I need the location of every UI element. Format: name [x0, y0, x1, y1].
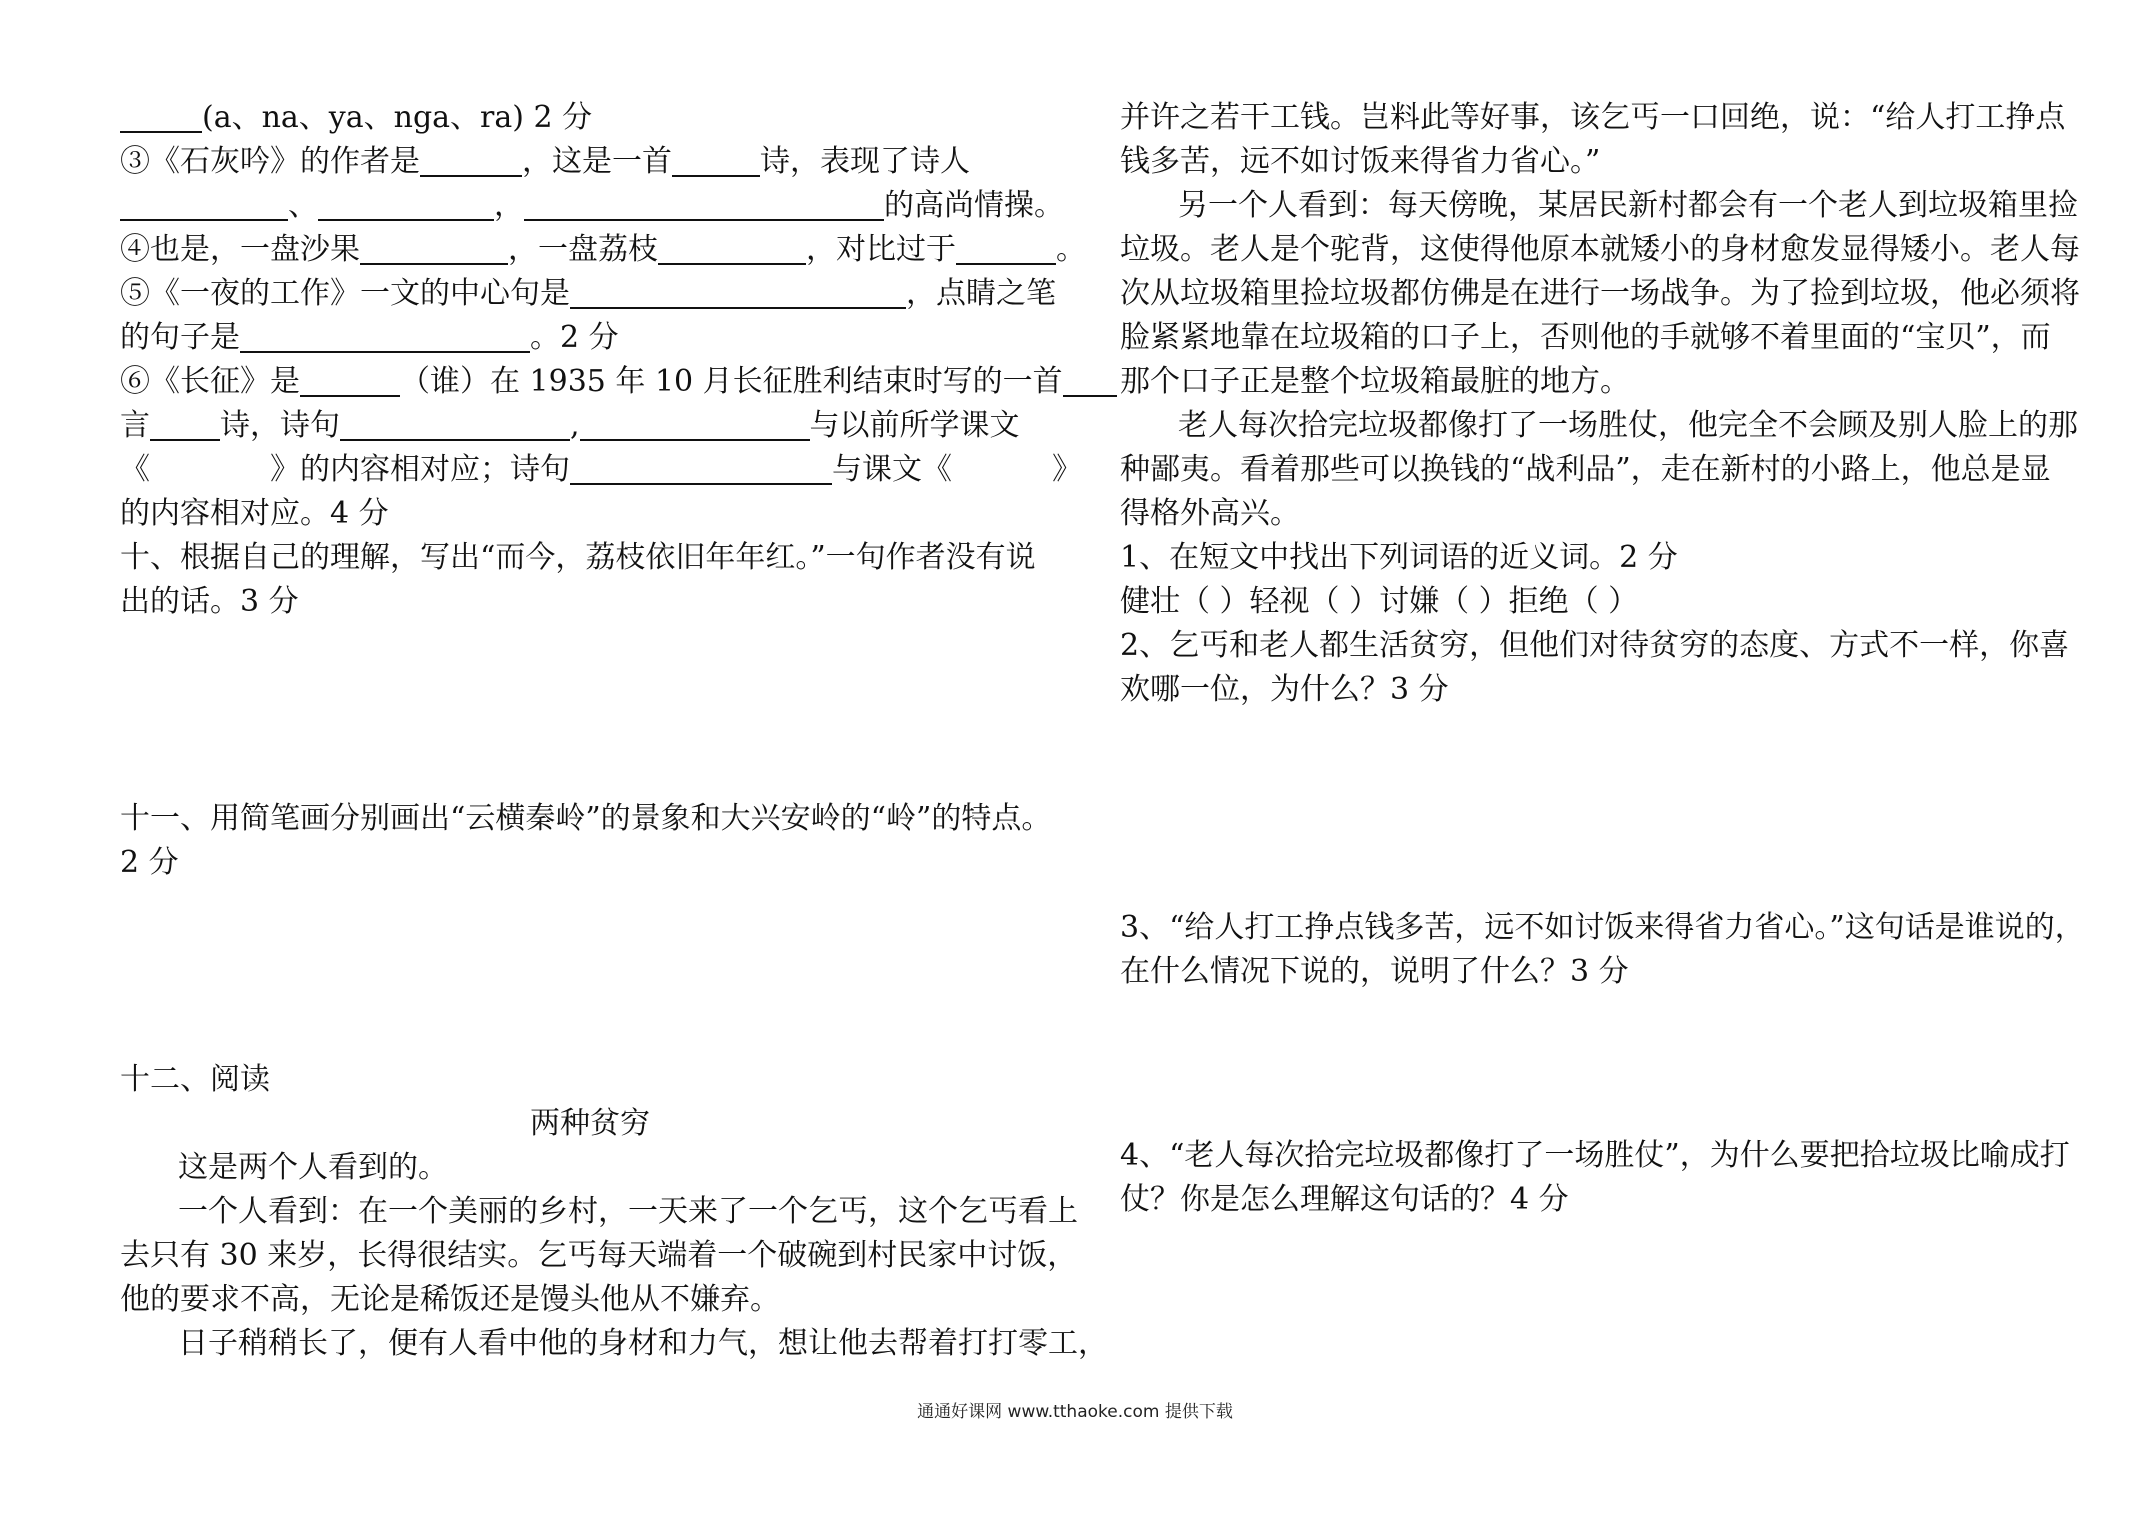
- text: 与课文《: [832, 452, 952, 487]
- answer-blank[interactable]: [524, 187, 884, 221]
- reading-question-1: 1、在短文中找出下列词语的近义词。2 分: [1120, 540, 1678, 575]
- answer-blank[interactable]: [120, 99, 202, 133]
- text: 的句子是: [120, 320, 240, 355]
- passage-line: 脸紧紧地靠在垃圾箱的口子上，否则他的手就够不着里面的“宝贝”，而: [1120, 320, 2051, 355]
- text: (a、na、ya、nga、ra) 2 分: [202, 100, 593, 135]
- pinyin-options-line: [120, 96, 1060, 140]
- passage-title: 两种贫穷: [530, 1106, 650, 1141]
- question-3-line-2: [120, 184, 1064, 228]
- answer-blank[interactable]: [240, 319, 530, 353]
- question-12-heading: 十二、阅读: [120, 1062, 270, 1097]
- passage-line: 次从垃圾箱里捡垃圾都仿佛是在进行一场战争。为了捡到垃圾，他必须将: [1120, 276, 2080, 311]
- passage-line: 日子稍稍长了，便有人看中他的身材和力气，想让他去帮着打打零工，: [178, 1326, 1108, 1361]
- text: 》的内容相对应；诗句: [270, 452, 570, 487]
- text: ⑤《一夜的工作》一文的中心句是: [120, 276, 570, 311]
- answer-blank[interactable]: [672, 143, 760, 177]
- text: ，: [494, 188, 524, 223]
- text: 诗，诗句: [220, 408, 340, 443]
- text: ，对比过于: [806, 232, 956, 267]
- passage-line: 另一个人看到：每天傍晚，某居民新村都会有一个老人到垃圾箱里捡: [1178, 188, 2078, 223]
- answer-blank[interactable]: [300, 363, 400, 397]
- question-10-line-2: 出的话。3 分: [120, 584, 299, 619]
- passage-line: 钱多苦，远不如讨饭来得省力省心。”: [1120, 144, 1601, 179]
- text: 》: [1052, 452, 1082, 487]
- text: ，点睛之笔: [906, 276, 1056, 311]
- answer-blank[interactable]: [570, 451, 832, 485]
- passage-line: 种鄙夷。看着那些可以换钱的“战利品”，走在新村的小路上，他总是显: [1120, 452, 2051, 487]
- text: ,: [570, 408, 580, 443]
- passage-line: 垃圾。老人是个驼背，这使得他原本就矮小的身材愈发显得矮小。老人每: [1120, 232, 2080, 267]
- text: 。: [1056, 232, 1086, 267]
- text: 。2 分: [530, 320, 619, 355]
- passage-line: 得格外高兴。: [1120, 496, 1300, 531]
- question-4-line: [120, 228, 1086, 272]
- text: ④也是，一盘沙果: [120, 232, 360, 267]
- passage-line: 他的要求不高，无论是稀饭还是馒头他从不嫌弃。: [120, 1282, 780, 1317]
- answer-blank[interactable]: [658, 231, 806, 265]
- question-11-line-2: 2 分: [120, 845, 179, 880]
- reading-question-2-line-2: 欢哪一位，为什么？3 分: [1120, 672, 1449, 707]
- text: 《: [120, 452, 150, 487]
- text: （谁）在 1935 年 10 月长征胜利结束时写的一首: [400, 364, 1063, 399]
- text: ⑥《长征》是: [120, 364, 300, 399]
- passage-line: 老人每次拾完垃圾都像打了一场胜仗，他完全不会顾及别人脸上的那: [1178, 408, 2078, 443]
- question-6-line-2: [120, 404, 1060, 448]
- answer-blank[interactable]: [580, 407, 810, 441]
- question-5-line-2: [120, 316, 1060, 360]
- reading-question-2-line-1: 2、乞丐和老人都生活贫穷，但他们对待贫穷的态度、方式不一样，你喜: [1120, 628, 2070, 663]
- question-6-line-1: [120, 360, 1063, 404]
- answer-blank[interactable]: [150, 407, 220, 441]
- answer-blank[interactable]: [570, 275, 906, 309]
- text: ，这是一首: [522, 144, 672, 179]
- reading-question-3-line-2: 在什么情况下说的，说明了什么？3 分: [1120, 954, 1629, 989]
- answer-blank[interactable]: [318, 187, 494, 221]
- text: 言: [120, 408, 150, 443]
- text: 诗，表现了诗人: [760, 144, 970, 179]
- answer-blank[interactable]: [340, 407, 570, 441]
- passage-line: 去只有 30 来岁，长得很结实。乞丐每天端着一个破碗到村民家中讨饭，: [120, 1238, 1078, 1273]
- passage-line: 一个人看到：在一个美丽的乡村，一天来了一个乞丐，这个乞丐看上: [178, 1194, 1078, 1229]
- answer-blank[interactable]: [360, 231, 508, 265]
- text: ，一盘荔枝: [508, 232, 658, 267]
- answer-blank[interactable]: [956, 231, 1056, 265]
- question-11-line-1: 十一、用简笔画分别画出“云横秦岭”的景象和大兴安岭的“岭”的特点。: [120, 801, 1052, 836]
- text: 与以前所学课文: [809, 408, 1020, 443]
- reading-question-3-line-1: 3、“给人打工挣点钱多苦，远不如讨饭来得省力省心。”这句话是谁说的，: [1120, 910, 2085, 945]
- reading-question-4-line-1: 4、“老人每次拾完垃圾都像打了一场胜仗”，为什么要把拾垃圾比喻成打: [1120, 1138, 2070, 1173]
- question-10-line-1: 十、根据自己的理解，写出“而今，荔枝依旧年年红。”一句作者没有说: [120, 540, 1036, 575]
- question-3-line-1: [120, 140, 1060, 184]
- question-6-line-4: 的内容相对应。4 分: [120, 496, 389, 531]
- answer-blank[interactable]: [120, 187, 288, 221]
- passage-line: 那个口子正是整个垃圾箱最脏的地方。: [1120, 364, 1630, 399]
- synonym-answer-line[interactable]: 健壮（ ）轻视（ ）讨嫌（ ）拒绝（ ）: [1120, 584, 1639, 619]
- text: 的高尚情操。: [884, 188, 1064, 223]
- passage-line: 并许之若干工钱。岂料此等好事，该乞丐一口回绝，说：“给人打工挣点: [1120, 100, 2066, 135]
- reading-question-4-line-2: 仗？你是怎么理解这句话的？4 分: [1120, 1182, 1569, 1217]
- text: 、: [288, 188, 318, 223]
- question-5-line-1: [120, 272, 1060, 316]
- question-6-line-3: [120, 448, 1082, 492]
- passage-line: 这是两个人看到的。: [178, 1150, 448, 1185]
- answer-blank[interactable]: [1063, 363, 1117, 397]
- answer-blank[interactable]: [420, 143, 522, 177]
- page-footer: 通通好课网 www.tthaoke.com 提供下载: [917, 1402, 1233, 1422]
- text: ③《石灰吟》的作者是: [120, 144, 420, 179]
